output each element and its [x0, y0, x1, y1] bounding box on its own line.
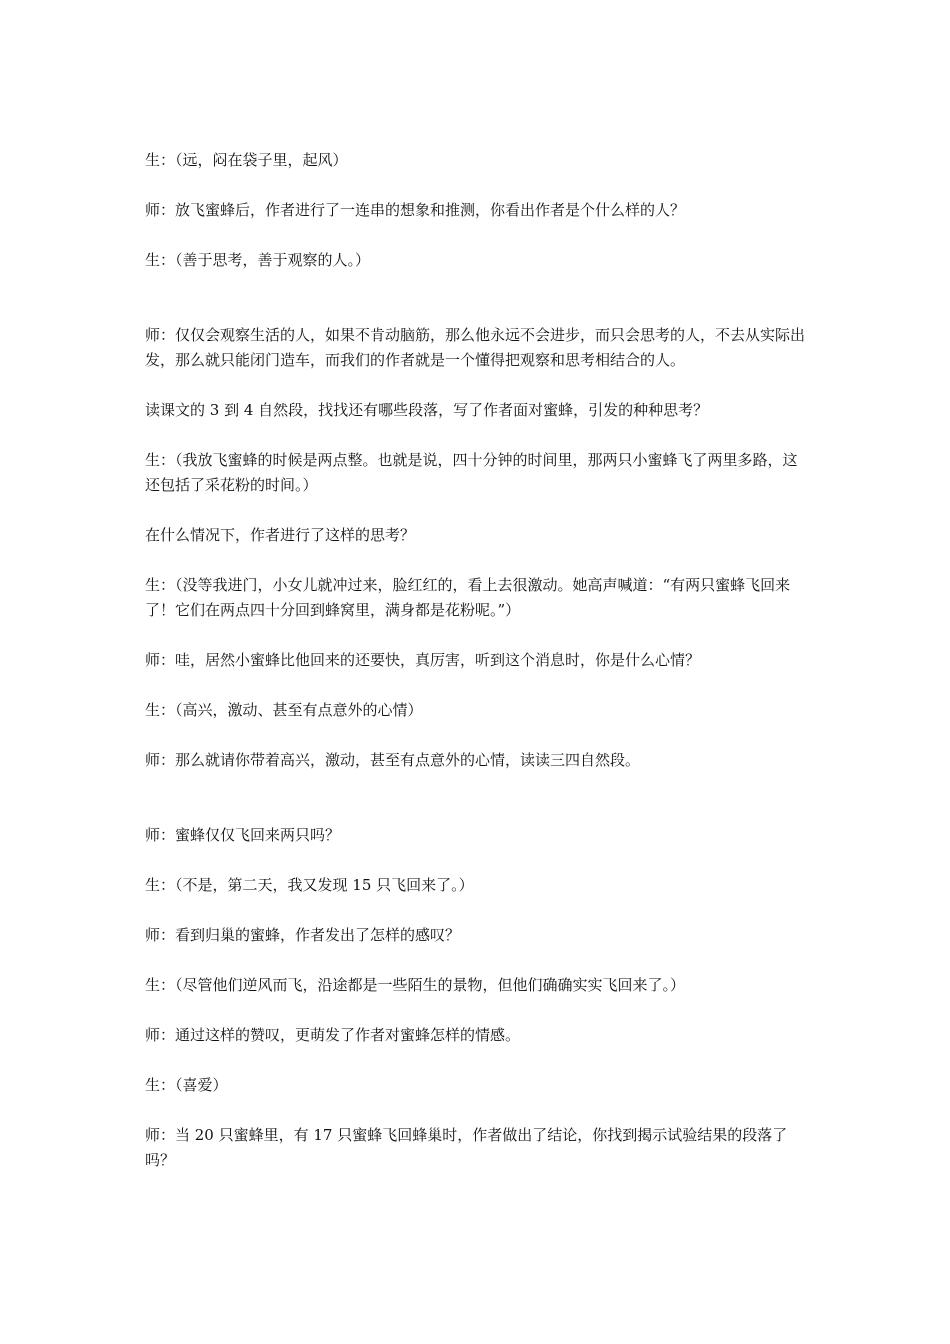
paragraph-2: 师：放飞蜜蜂后，作者进行了一连串的想象和推测，你看出作者是个什么样的人？: [145, 201, 686, 219]
paragraph-14: 师：看到归巢的蜜蜂，作者发出了怎样的感叹？: [145, 926, 461, 944]
paragraph-11: 师：那么就请你带着高兴，激动，甚至有点意外的心情，读读三四自然段。: [145, 751, 641, 769]
paragraph-10: 生：（高兴，激动、甚至有点意外的心情）: [145, 701, 423, 719]
document-body: [145, 148, 811, 1173]
paragraph-3: 生：（善于思考，善于观察的人。）: [145, 251, 371, 269]
paragraph-18: 师：当 20 只蜜蜂里，有 17 只蜜蜂飞回蜂巢时，作者做出了结论，你找到揭示试验结果的段落了吗？: [145, 1126, 788, 1169]
paragraph-13: 生：（不是，第二天，我又发现 15 只飞回来了。）: [145, 876, 474, 894]
paragraph-5: 读课文的 3 到 4 自然段，找找还有哪些段落，写了作者面对蜜蜂，引发的种种思考？: [145, 401, 709, 419]
paragraph-17: 生：（喜爱）: [145, 1076, 228, 1094]
paragraph-1: 生：（远，闷在袋子里，起风）: [145, 151, 348, 169]
paragraph-16: 师：通过这样的赞叹，更萌发了作者对蜜蜂怎样的情感。: [145, 1026, 521, 1044]
paragraph-4: 师：仅仅会观察生活的人，如果不肯动脑筋，那么他永远不会进步，而只会思考的人，不去从实际出发，那么就只能闭门造车，而我们的作者就是一个懂得把观察和思考相结合的人。: [145, 326, 806, 369]
paragraph-9: 师：哇，居然小蜜蜂比他回来的还要快，真厉害，听到这个消息时，你是什么心情？: [145, 651, 701, 669]
paragraph-15: 生：（尽管他们逆风而飞，沿途都是一些陌生的景物，但他们确确实实飞回来了。）: [145, 976, 686, 994]
paragraph-7: 在什么情况下，作者进行了这样的思考？: [145, 526, 416, 544]
paragraph-12: 师：蜜蜂仅仅飞回来两只吗？: [145, 826, 341, 844]
paragraph-6: 生：（我放飞蜜蜂的时候是两点整。也就是说，四十分钟的时间里，那两只小蜜蜂飞了两里多路，这还包括了采花粉的时间。）: [145, 451, 798, 494]
paragraph-8: 生：（没等我进门，小女儿就冲过来，脸红红的，看上去很激动。她高声喊道：“有两只蜜蜂飞回来了！它们在两点四十分回到蜂窝里，满身都是花粉呢。”）: [145, 576, 791, 619]
